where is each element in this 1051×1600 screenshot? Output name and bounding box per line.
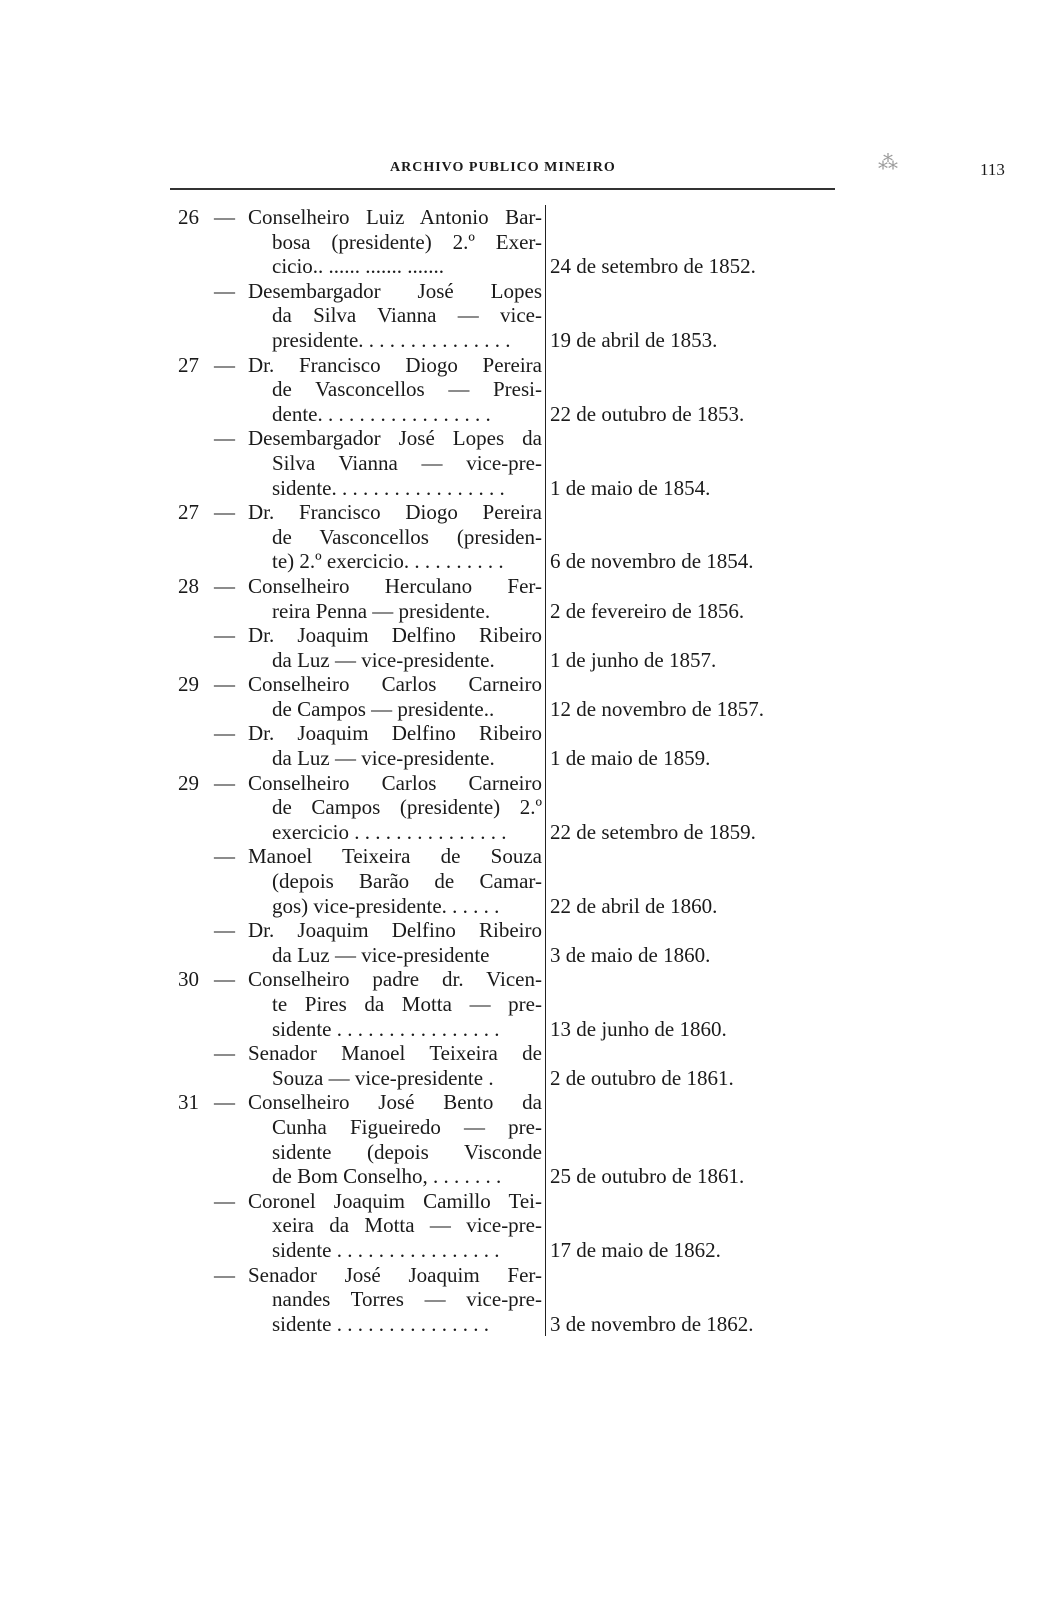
entry-dash: —	[214, 721, 235, 746]
entry-number: 29	[178, 672, 199, 697]
entries-list	[178, 205, 838, 1336]
entry-text-line: Conselheiro José Bento da	[248, 1090, 542, 1115]
entry-row	[178, 771, 838, 845]
entry-text-line: Desembargador José Lopes	[248, 278, 542, 303]
ornament-icon: ⁂	[878, 152, 896, 174]
entry-date: 22 de outubro de 1853.	[550, 401, 745, 426]
entry-text	[248, 1041, 546, 1090]
entry-text-line: Conselheiro Luiz Antonio Bar-	[248, 205, 542, 229]
entry-date: 17 de maio de 1862.	[550, 1237, 721, 1262]
entry-row	[178, 1263, 838, 1337]
entry-text-line: sidente . . . . . . . . . . . . . . . .	[272, 1237, 500, 1262]
entry-text-line: da Luz — vice-presidente.	[272, 647, 495, 672]
entry-row	[178, 426, 838, 500]
entry-date: 24 de setembro de 1852.	[550, 254, 756, 279]
entry-date: 6 de novembro de 1854.	[550, 549, 754, 574]
entry-text	[248, 623, 546, 672]
entry-text-line: Dr. Francisco Diogo Pereira	[248, 500, 542, 525]
entry-date: 19 de abril de 1853.	[550, 327, 718, 352]
page-number: 113	[980, 160, 1005, 179]
entry-row	[178, 353, 838, 427]
entry-dash: —	[214, 573, 235, 598]
entry-number: 29	[178, 770, 199, 795]
entry-text-line: reira Penna — presidente.	[272, 598, 491, 623]
entry-text	[248, 721, 546, 770]
entry-dash: —	[214, 426, 235, 451]
entry-row	[178, 1090, 838, 1188]
entry-text-line: da Silva Vianna — vice-	[272, 303, 542, 328]
entry-number: 27	[178, 500, 199, 525]
entry-dash: —	[214, 500, 235, 525]
entry-dash: —	[214, 1188, 235, 1213]
entry-date: 2 de outubro de 1861.	[550, 1065, 734, 1090]
entry-number: 31	[178, 1090, 199, 1115]
entry-text-line: de Vasconcellos — Presi-	[272, 377, 542, 402]
entry-dash: —	[214, 1262, 235, 1287]
running-title: ARCHIVO PUBLICO MINEIRO	[390, 160, 616, 175]
entry-dash: —	[214, 770, 235, 795]
entry-text-line: Silva Vianna — vice-pre-	[272, 450, 542, 475]
entry-text	[248, 1090, 546, 1188]
entry-date: 2 de fevereiro de 1856.	[550, 598, 745, 623]
entry-text	[248, 967, 546, 1041]
entry-text-line: Conselheiro Carlos Carneiro	[248, 672, 542, 697]
entry-text-line: Senador José Joaquim Fer-	[248, 1262, 542, 1287]
entry-text	[248, 918, 546, 967]
entry-row	[178, 500, 838, 574]
entry-dash: —	[214, 1041, 235, 1066]
entry-dash: —	[214, 918, 235, 943]
entry-text	[248, 1263, 546, 1337]
entry-text	[248, 672, 546, 721]
entry-date: 13 de junho de 1860.	[550, 1016, 727, 1041]
entry-text-line: sidente . . . . . . . . . . . . . . .	[272, 1311, 489, 1336]
entry-dash: —	[214, 278, 235, 303]
entry-row	[178, 279, 838, 353]
entry-text-line: sidente . . . . . . . . . . . . . . . .	[272, 1016, 500, 1041]
entry-dash: —	[214, 352, 235, 377]
entry-text-line: Coronel Joaquim Camillo Tei-	[248, 1188, 542, 1213]
entry-text-line: de Bom Conselho, . . . . . . .	[272, 1164, 502, 1189]
entry-date: 1 de maio de 1854.	[550, 475, 711, 500]
entry-text	[248, 844, 546, 918]
entry-date: 1 de junho de 1857.	[550, 647, 717, 672]
entry-text-line: (depois Barão de Camar-	[272, 869, 542, 894]
entry-row	[178, 721, 838, 770]
entry-date: 25 de outubro de 1861.	[550, 1164, 745, 1189]
entry-text-line: da Luz — vice-presidente.	[272, 746, 495, 771]
entry-text	[248, 574, 546, 623]
entry-text	[248, 205, 546, 279]
entry-text	[248, 1189, 546, 1263]
entry-text	[248, 771, 546, 845]
entry-text-line: Conselheiro Carlos Carneiro	[248, 770, 542, 795]
entry-number: 26	[178, 205, 199, 229]
entry-text-line: xeira da Motta — vice-pre-	[272, 1213, 542, 1238]
entry-text-line: de Vasconcellos (presiden-	[272, 524, 542, 549]
entry-text	[248, 279, 546, 353]
entry-number: 30	[178, 967, 199, 992]
entry-text-line: Cunha Figueiredo — pre-	[272, 1114, 542, 1139]
entry-row	[178, 672, 838, 721]
entry-text-line: presidente. . . . . . . . . . . . . . .	[272, 327, 511, 352]
entry-text-line: Manoel Teixeira de Souza	[248, 844, 542, 869]
entry-text	[248, 353, 546, 427]
entry-text-line: Desembargador José Lopes da	[248, 426, 542, 451]
entry-text-line: Souza — vice-presidente .	[272, 1065, 494, 1090]
entry-dash: —	[214, 967, 235, 992]
entry-dash: —	[214, 672, 235, 697]
entry-text-line: dente. . . . . . . . . . . . . . . . .	[272, 401, 491, 426]
entry-text-line: Conselheiro Herculano Fer-	[248, 573, 542, 598]
entry-text-line: Dr. Joaquim Delfino Ribeiro	[248, 918, 542, 943]
running-header	[170, 152, 1005, 190]
entry-row	[178, 1189, 838, 1263]
entry-text-line: Dr. Joaquim Delfino Ribeiro	[248, 623, 542, 648]
entry-date: 1 de maio de 1859.	[550, 746, 711, 771]
entry-row	[178, 623, 838, 672]
entry-dash: —	[214, 205, 235, 229]
entry-row	[178, 1041, 838, 1090]
entry-text-line: exercicio . . . . . . . . . . . . . . .	[272, 819, 507, 844]
entry-text	[248, 500, 546, 574]
entry-text-line: Dr. Joaquim Delfino Ribeiro	[248, 721, 542, 746]
entry-date: 22 de setembro de 1859.	[550, 819, 756, 844]
entry-date: 3 de maio de 1860.	[550, 942, 711, 967]
entry-text-line: te) 2.º exercicio. . . . . . . . . .	[272, 549, 504, 574]
entry-text-line: Conselheiro padre dr. Vicen-	[248, 967, 542, 992]
entry-row	[178, 967, 838, 1041]
entry-text-line: Dr. Francisco Diogo Pereira	[248, 352, 542, 377]
entry-text-line: nandes Torres — vice-pre-	[272, 1287, 542, 1312]
entry-text-line: sidente (depois Visconde	[272, 1139, 542, 1164]
entry-dash: —	[214, 844, 235, 869]
entry-text-line: te Pires da Motta — pre-	[272, 992, 542, 1016]
entry-text-line: da Luz — vice-presidente	[272, 942, 490, 967]
entry-text-line: de Campos — presidente..	[272, 696, 495, 721]
entry-row	[178, 574, 838, 623]
entry-row	[178, 844, 838, 918]
entry-text	[248, 426, 546, 500]
entry-dash: —	[214, 1090, 235, 1115]
entry-text-line: de Campos (presidente) 2.º	[272, 795, 542, 820]
entry-row	[178, 918, 838, 967]
entry-number: 28	[178, 573, 199, 598]
entry-date: 3 de novembro de 1862.	[550, 1311, 754, 1336]
entry-date: 12 de novembro de 1857.	[550, 696, 765, 721]
entry-text-line: Senador Manoel Teixeira de	[248, 1041, 542, 1066]
entry-text-line: cicio.. ...... ....... .......	[272, 254, 445, 279]
entry-number: 27	[178, 352, 199, 377]
entry-text-line: bosa (presidente) 2.º Exer-	[272, 229, 542, 254]
entry-dash: —	[214, 623, 235, 648]
entry-text-line: gos) vice-presidente. . . . . .	[272, 893, 500, 918]
entry-row	[178, 205, 838, 279]
entry-text-line: sidente. . . . . . . . . . . . . . . . .	[272, 475, 505, 500]
entry-date: 22 de abril de 1860.	[550, 893, 718, 918]
